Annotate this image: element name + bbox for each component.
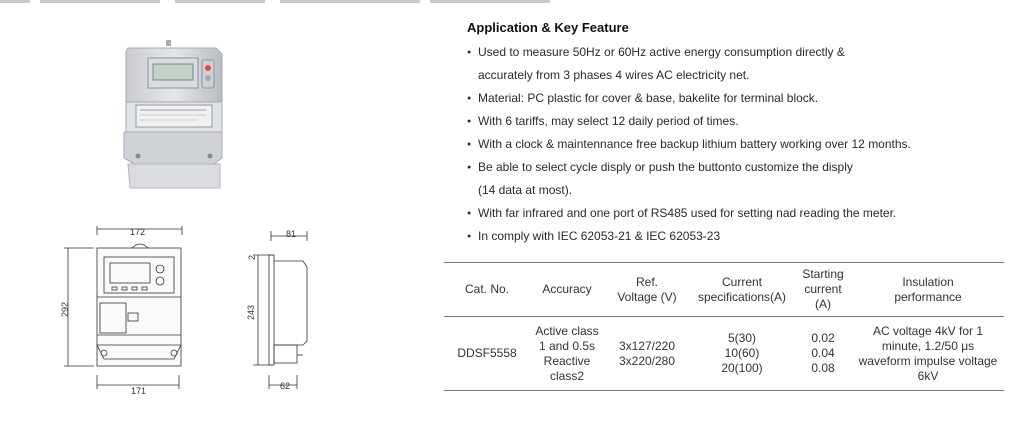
- meter-photo: [118, 40, 230, 195]
- feature-item: ● In comply with IEC 62053-21 & IEC 62053-23: [467, 225, 997, 248]
- cell-starting-current: 0.02 0.04 0.08: [811, 331, 835, 375]
- header-accuracy: Accuracy: [530, 263, 604, 317]
- front-view-drawing: [60, 225, 190, 395]
- feature-item: ● Used to measure 50Hz or 60Hz active energy consumption directly &: [467, 41, 997, 64]
- front-height-label: 292: [60, 301, 71, 318]
- side-view-drawing: [245, 225, 325, 395]
- feature-section: [467, 20, 997, 248]
- feature-item-continuation: (14 data at most).: [478, 183, 573, 197]
- feature-item: ● With a clock & maintennance free backup lithium battery working over 12 months.: [467, 133, 997, 156]
- table-row: [444, 317, 1004, 391]
- side-depth-bottom-label: 62: [280, 381, 291, 391]
- table-header-row: [444, 263, 1004, 317]
- feature-list: [467, 41, 997, 248]
- side-height-label: 243: [246, 304, 257, 321]
- header-cat-no: Cat. No.: [444, 263, 530, 317]
- cell-insulation: AC voltage 4kV for 1 minute, 1.2/50 μs waveform impulse voltage 6kV: [858, 323, 998, 383]
- feature-heading: Application & Key Feature: [467, 20, 629, 35]
- feature-item: ● With far infrared and one port of RS485 used for setting nad reading the meter.: [467, 202, 997, 225]
- top-crop-strip: [0, 0, 560, 4]
- feature-item: ● With 6 tariffs, may select 12 daily period of times.: [467, 110, 997, 133]
- cell-accuracy: Active class 1 and 0.5s Reactive class2: [535, 323, 599, 383]
- header-current: Current specifications(A): [690, 263, 794, 317]
- feature-item: ● Be able to select cycle disply or push the buttonto customize the disply: [467, 156, 997, 179]
- header-starting-current: Starting current (A): [794, 263, 852, 317]
- cell-ref-voltage: 3x127/220 3x220/280: [618, 338, 676, 368]
- header-ref-voltage: Ref. Voltage (V): [604, 263, 690, 317]
- side-depth-top-label: 81: [286, 229, 297, 239]
- cell-current: 5(30) 10(60) 20(100): [721, 331, 763, 375]
- side-offset-label: 2: [247, 254, 258, 261]
- front-width-bottom-label: 171: [131, 386, 147, 396]
- spec-table: [444, 262, 1004, 391]
- header-insulation: Insulation performance: [852, 263, 1004, 317]
- cell-cat-no: DDSF5558: [457, 346, 517, 360]
- feature-item-continuation: accurately from 3 phases 4 wires AC electricity net.: [478, 68, 750, 82]
- feature-item: ● Material: PC plastic for cover & base, bakelite for terminal block.: [467, 87, 997, 110]
- front-width-top-label: 172: [130, 227, 146, 237]
